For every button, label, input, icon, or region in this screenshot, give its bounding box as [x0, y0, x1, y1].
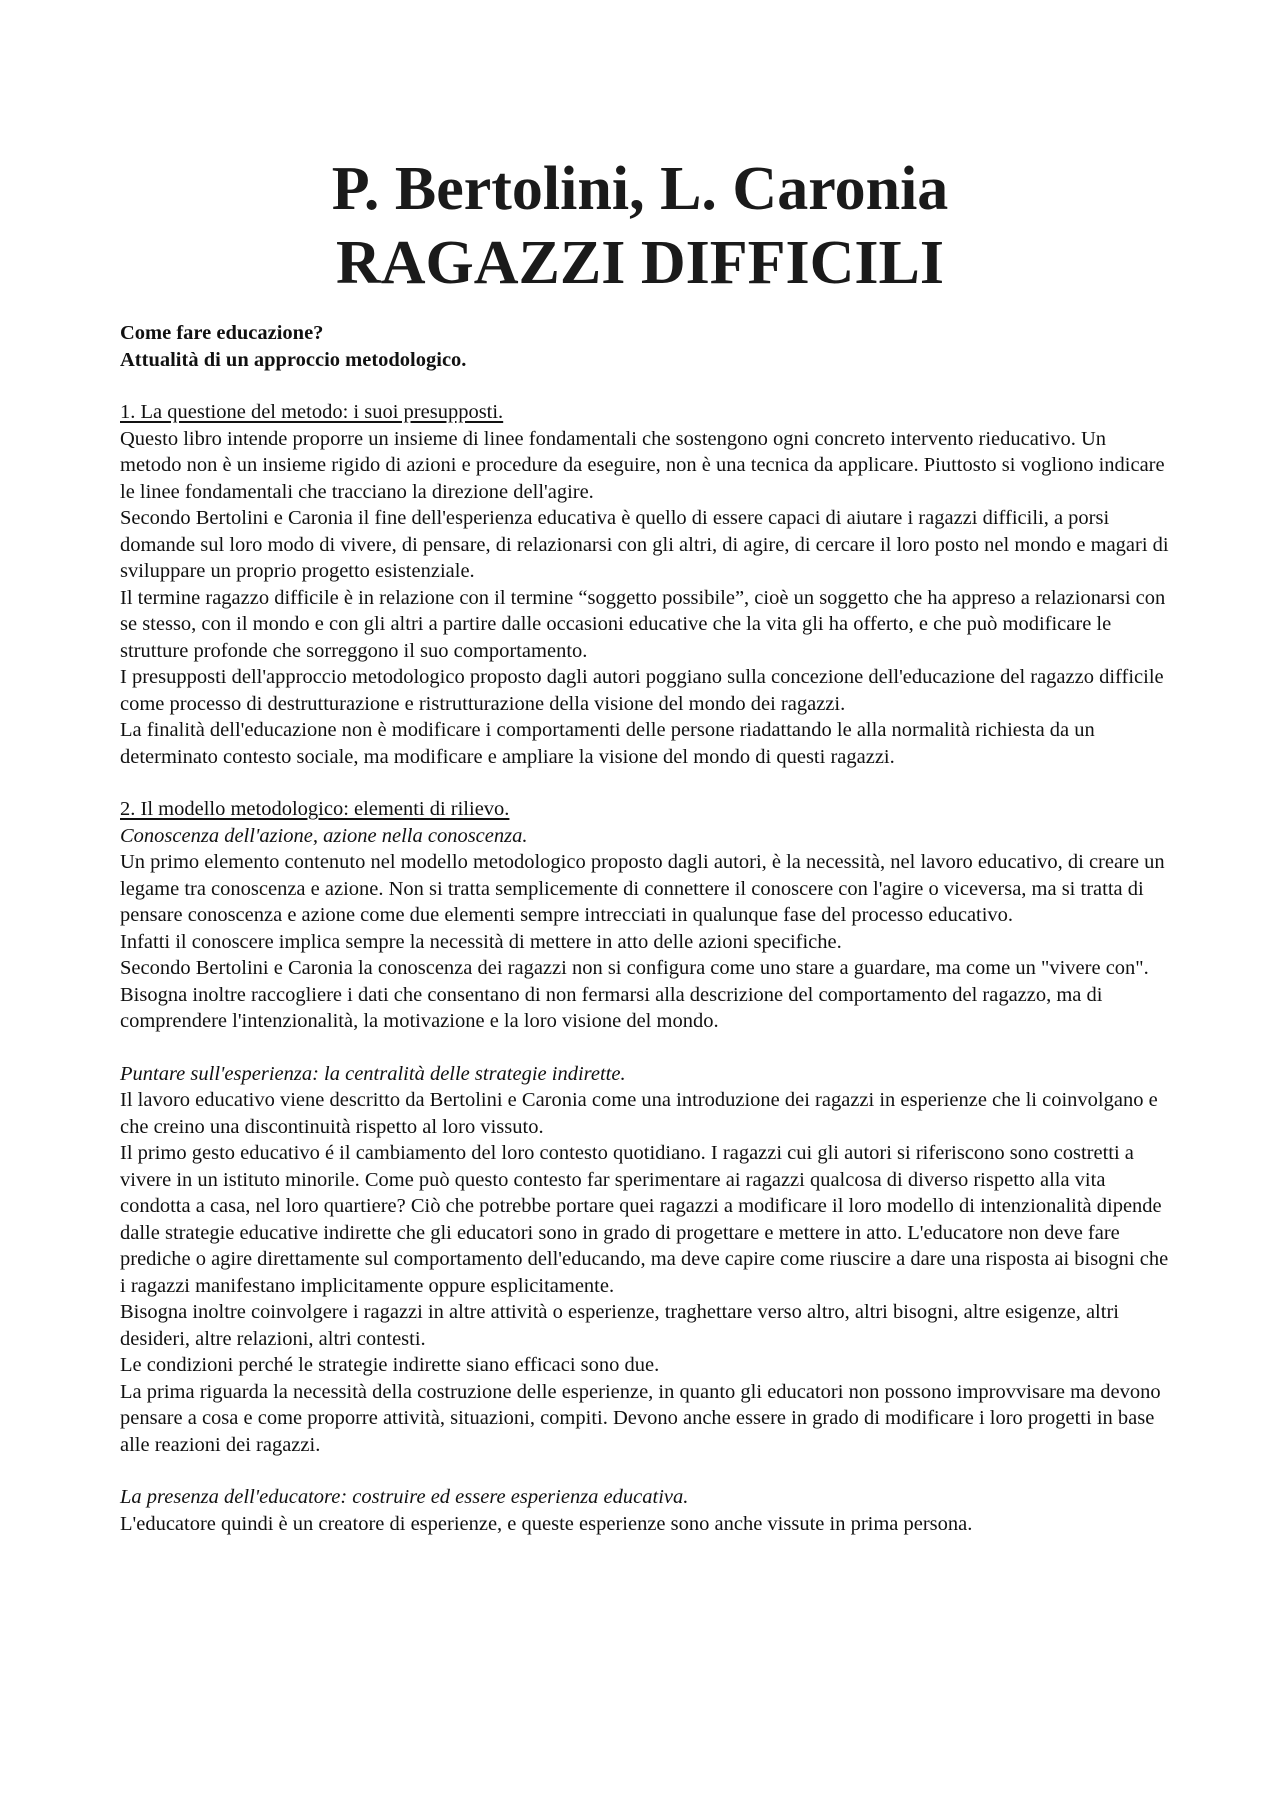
section-2-heading: 2. Il modello metodologico: elementi di rilievo.: [120, 798, 510, 820]
paragraph: Bisogna inoltre coinvolgere i ragazzi in altre attività o esperienze, traghettare verso altro, altri bisogni, altre esigenze, altri desideri, altre relazioni, altri contesti.: [120, 1301, 1119, 1350]
subtitle-question: Come fare educazione?: [120, 322, 324, 344]
document-body: [120, 320, 1170, 1537]
paragraph: Questo libro intende proporre un insieme di linee fondamentali che sostengono ogni concreto intervento rieducativo. Un metodo non è un insieme rigido di azioni e procedure da eseguire, non è una tecnica da applicare. Piuttosto si vogliono indicare le linee fondamentali che tracciano la direzione dell'agire.: [120, 427, 1165, 503]
section-1-heading: 1. La questione del metodo: i suoi presupposti.: [120, 401, 504, 423]
paragraph: Il lavoro educativo viene descritto da Bertolini e Caronia come una introduzione dei ragazzi in esperienze che li coinvolgano e che creino una discontinuità rispetto al loro vissuto.: [120, 1089, 1158, 1138]
paragraph: Secondo Bertolini e Caronia il fine dell'esperienza educativa è quello di essere capaci di aiutare i ragazzi difficili, a porsi domande sul loro modo di vivere, di pensare, di relazionarsi con gli altri, di agire, di cercare il loro posto nel mondo e magari di sviluppare un proprio progetto esistenziale.: [120, 507, 1169, 582]
subsection-title: Puntare sull'esperienza: la centralità delle strategie indirette.: [120, 1062, 626, 1085]
title-authors: P. Bertolini, L. Caronia: [331, 155, 949, 223]
paragraph: Secondo Bertolini e Caronia la conoscenza dei ragazzi non si configura come uno stare a guardare, ma come un "vivere con". Bisogna inoltre raccogliere i dati che consentano di non fermarsi alla descrizione del comportamento del ragazzo, ma di comprendere l'intenzionalità, la motivazione e la loro visione del mondo.: [120, 957, 1149, 1032]
paragraph: Infatti il conoscere implica sempre la necessità di mettere in atto delle azioni specifiche.: [120, 930, 842, 953]
subsection-title: Conoscenza dell'azione, azione nella conoscenza.: [120, 824, 528, 847]
title-block: [0, 152, 1280, 300]
subtitle-approach: Attualità di un approccio metodologico.: [120, 348, 467, 371]
paragraph: Un primo elemento contenuto nel modello metodologico proposto dagli autori, è la necessità, nel lavoro educativo, di creare un legame tra conoscenza e azione. Non si tratta semplicemente di connettere il conoscere con l'agire o viceversa, ma si tratta di pensare conoscenza e azione come due elementi sempre intrecciati in qualunque fase del processo educativo.: [120, 851, 1165, 926]
paragraph: Le condizioni perché le strategie indirette siano efficaci sono due.: [120, 1354, 660, 1376]
subsection-title: La presenza dell'educatore: costruire ed essere esperienza educativa.: [120, 1486, 689, 1508]
paragraph: L'educatore quindi è un creatore di esperienze, e queste esperienze sono anche vissute in prima persona.: [120, 1512, 973, 1535]
paragraph: La finalità dell'educazione non è modificare i comportamenti delle persone riadattando le alla normalità richiesta da un determinato contesto sociale, ma modificare e ampliare la visione del mondo di questi ragazzi.: [120, 719, 1095, 768]
paragraph: Il termine ragazzo difficile è in relazione con il termine “soggetto possibile”, cioè un soggetto che ha appreso a relazionarsi con se stesso, con il mondo e con gli altri a partire dalle occasioni educative che la vita gli ha offerto, e che può modificare le strutture profonde che sorreggono il suo comportamento.: [120, 586, 1166, 662]
paragraph: Il primo gesto educativo é il cambiamento del loro contesto quotidiano. I ragazzi cui gli autori si riferiscono sono costretti a vivere in un istituto minorile. Come può questo contesto far sperimentare ai ragazzi qualcosa di diverso rispetto alla vita condotta a casa, nel loro quartiere? Ciò che potrebbe portare quei ragazzi a modificare il loro modello di intenzionalità dipende dalle strategie educative indirette che gli educatori sono in grado di progettare e mettere in atto. L'educatore non deve fare prediche o agire direttamente sul comportamento dell'educando, ma deve capire come riuscire a dare una risposta ai bisogni che i ragazzi manifestano implicitamente oppure esplicitamente.: [120, 1142, 1169, 1297]
paragraph: La prima riguarda la necessità della costruzione delle esperienze, in quanto gli educatori non possono improvvisare ma devono pensare a cosa e come proporre attività, situazioni, compiti. Devono anche essere in grado di modificare i loro progetti in base alle reazioni dei ragazzi.: [120, 1380, 1161, 1456]
title-book: RAGAZZI DIFFICILI: [335, 229, 945, 297]
paragraph: I presupposti dell'approccio metodologico proposto dagli autori poggiano sulla concezione dell'educazione del ragazzo difficile come processo di destrutturazione e ristrutturazione della visione del mondo dei ragazzi.: [120, 666, 1164, 715]
